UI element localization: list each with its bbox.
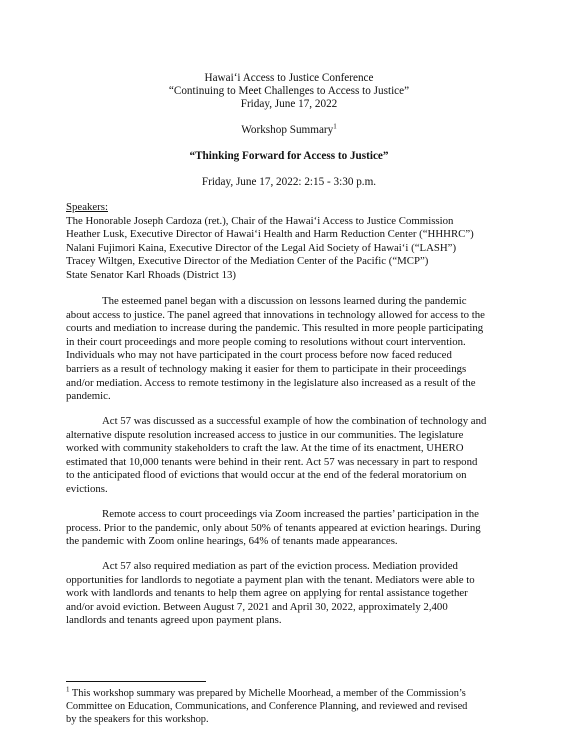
paragraph-line: and/or avoid eviction. Between August 7, 2021 and April 30, 2022, approximately 2,400 [66, 600, 448, 613]
paragraph-line: and/or mediation. Access to remote testimony in the legislature also increased as a result of the [66, 376, 476, 389]
workshop-summary-heading [0, 124, 578, 137]
footnote-line: by the speakers for this workshop. [66, 714, 209, 726]
session-time: Friday, June 17, 2022: 2:15 - 3:30 p.m. [201, 176, 377, 188]
paragraph [66, 295, 516, 404]
footnote-reference: 1 [333, 122, 337, 131]
paragraph-line: Individuals who may not have participated in the court process before now faced reduced [66, 349, 452, 362]
speakers-section [66, 201, 516, 283]
paragraph [66, 508, 516, 549]
workshop-title: “Thinking Forward for Access to Justice” [189, 150, 389, 162]
paragraph-line: in their court proceedings and more people coming to resolutions without court intervention. [66, 335, 466, 348]
paragraph-line: landlords and tenants agreed upon payment plans. [66, 614, 282, 627]
paragraph-line: alternative dispute resolution increased access to justice in our communities. The legislature [66, 428, 464, 441]
paragraph-line: courts and mediation to increase during the pandemic. This resulted in more people participating [66, 322, 484, 335]
speaker-item: Heather Lusk, Executive Director of Hawaiʻi Health and Harm Reduction Center (“HHHRC”) [66, 228, 474, 241]
conference-date: Friday, June 17, 2022 [240, 98, 338, 110]
paragraph-line: worked with community stakeholders to craft the law. At the time of its enactment, UHERO [66, 442, 464, 455]
conference-name: Hawaiʻi Access to Justice Conference [204, 72, 374, 84]
conference-theme: “Continuing to Meet Challenges to Access to Justice” [168, 85, 410, 97]
paragraph-line: to the anticipated flood of evictions that would occur at the end of the federal moratorium on [66, 469, 467, 482]
footnote-text: This workshop summary was prepared by Michelle Moorhead, a member of the Commission’s [71, 688, 466, 699]
paragraph-line: opportunities for landlords to negotiate a payment plan with the tenant. Mediators were able to [66, 573, 475, 586]
paragraph-line: about access to justice. The panel agreed that innovations in technology allowed for access to the [66, 308, 485, 321]
paragraph-line: Act 57 was discussed as a successful example of how the combination of technology and [102, 415, 487, 427]
paragraph-line: pandemic. [66, 390, 111, 403]
footnote-mark: 1 [66, 685, 70, 694]
paragraph-line: The esteemed panel began with a discussion on lessons learned during the pandemic [102, 295, 467, 307]
paragraph-line: process. Prior to the pandemic, only about 50% of tenants appeared at eviction hearings. During [66, 521, 481, 534]
footnote-separator [66, 681, 206, 682]
footnote [66, 687, 526, 727]
paragraph [66, 415, 516, 497]
paragraph-line: evictions. [66, 482, 108, 495]
paragraph-line: Remote access to court proceedings via Zoom increased the parties’ participation in the [102, 508, 479, 520]
speakers-heading: Speakers: [66, 201, 108, 213]
speaker-item: The Honorable Joseph Cardoza (ret.), Chair of the Hawaiʻi Access to Justice Commission [66, 214, 454, 227]
paragraph-line: estimated that 10,000 tenants were behind in their rent. Act 57 was necessary in part to respond [66, 455, 478, 468]
speaker-item: Nalani Fujimori Kaina, Executive Director of the Legal Aid Society of Hawaiʻi (“LASH”) [66, 241, 457, 254]
speaker-item: State Senator Karl Rhoads (District 13) [66, 268, 237, 281]
speaker-item: Tracey Wiltgen, Executive Director of the Mediation Center of the Pacific (“MCP”) [66, 255, 429, 268]
paragraph [66, 560, 516, 628]
footnote-line [66, 687, 526, 700]
paragraph-line: Act 57 also required mediation as part of the eviction process. Mediation provided [102, 560, 458, 572]
paragraph-line: work with landlords and tenants to help them agree on applying for rental assistance together [66, 587, 468, 600]
paragraph-line: barriers as a result of technology making it easier for them to participate in their proceedings [66, 362, 467, 375]
summary-label: Workshop Summary [241, 124, 334, 136]
footnote-line: Committee on Education, Communications, and Conference Planning, and reviewed and revised [66, 701, 468, 713]
paragraph-line: the pandemic with Zoom online hearings, 64% of tenants made appearances. [66, 535, 398, 548]
